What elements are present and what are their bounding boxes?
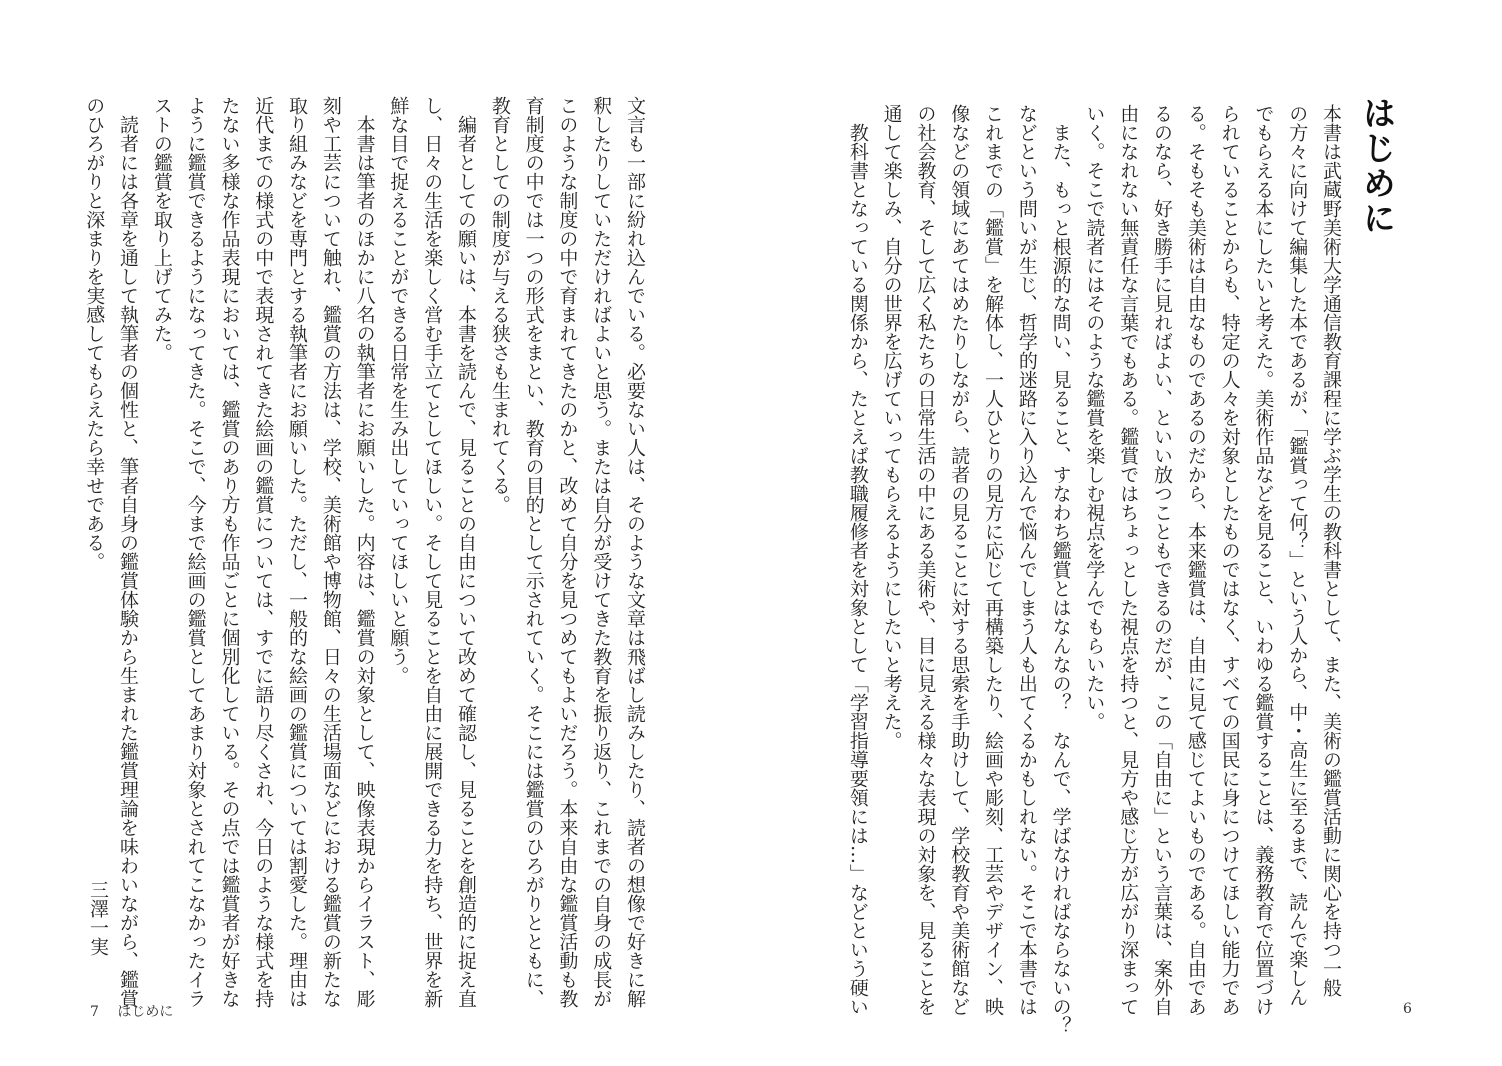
text-line: ように鑑賞できるようになってきた。そこで、今まで絵画の鑑賞としてあまり対象とされてこなかったイラ	[184, 96, 207, 1008]
text-line: 編者としての願いは、本書を読んで、見ることの自由について改めて確認し、見ることを創造的に捉え直	[455, 96, 478, 1008]
right-page	[751, 0, 1502, 1066]
text-line: のひろがりと深まりを実感してもらえたら幸せである。	[83, 96, 106, 571]
page-number-right: 6	[1403, 1001, 1412, 1017]
text-line: 近代までの様式の中で表現されてきた絵画の鑑賞については、すでに語り尽くされ、今日のような様式を持	[252, 96, 275, 1008]
page-number-left: 7	[90, 1004, 99, 1020]
text-line: また、もっと根源的な問い、見ること、すなわち鑑賞とはなんなの？ なんで、学ばなければならないの？	[1049, 104, 1072, 1035]
text-line: るのなら、好き勝手に見ればよい、といい放つこともできるのだが、この「自由に」という言葉は、案外自	[1151, 104, 1174, 1016]
text-line: られていることからも、特定の人々を対象としたものではなく、すべての国民に身につけてほしい能力であ	[1218, 104, 1241, 1016]
text-line: 通して楽しみ、自分の世界を広げていってもらえるようにしたいと考えた。	[880, 104, 903, 750]
text-line: 像などの領域にあてはめたりしながら、読者の見ることに対する思索を手助けして、学校教育や美術館など	[948, 104, 971, 1016]
text-line: などという問いが生じ、哲学的迷路に入り込んで悩んでしまう人も出てくるかもしれない。そこで本書では	[1015, 104, 1038, 1016]
text-line: ストの鑑賞を取り上げてみた。	[150, 96, 173, 362]
text-line: の方々に向けて編集した本であるが、「鑑賞って何？」という人から、中・高生に至るまで、読んで楽しん	[1286, 104, 1309, 1007]
text-line: 刻や工芸について触れ、鑑賞の方法は、学校、美術館や博物館、日々の生活場面などにおける鑑賞の新たな	[319, 96, 342, 1008]
left-body-text	[76, 96, 651, 1008]
author-name: 三澤一実	[87, 880, 109, 956]
text-line: 釈したりしていただければよいと思う。または自分が受けてきた教育を振り返り、これまでの自身の成長が	[590, 96, 613, 1008]
text-line: 鮮な目で捉えることができる日常を生み出していってほしいと願う。	[387, 96, 410, 685]
page-heading: はじめに	[1358, 96, 1397, 236]
text-line: 由になれない無責任な言葉でもある。鑑賞ではちょっとした視点を持つと、見方や感じ方が広がり深まって	[1117, 104, 1140, 1016]
right-body-text	[840, 104, 1347, 1035]
text-line: 教科書となっている関係から、たとえば教職履修者を対象として「学習指導要領には…」などという硬い	[846, 104, 869, 1016]
text-line: これまでの「鑑賞」を解体し、一人ひとりの見方に応じて再構築したり、絵画や彫刻、工芸やデザイン、映	[982, 104, 1005, 1016]
text-line: でもらえる本にしたいと考えた。美術作品などを見ること、いわゆる鑑賞することは、義務教育で位置づけ	[1252, 104, 1275, 1016]
text-line: 取り組みなどを専門とする執筆者にお願いした。ただし、一般的な絵画の鑑賞については割愛した。理由は	[286, 96, 309, 1008]
text-line: の社会教育、そして広く私たちの日常生活の中にある美術や、目に見える様々な表現の対象を、見ることを	[914, 104, 937, 1016]
text-line: 育制度の中では一つの形式をまとい、教育の目的として示されていく。そこには鑑賞のひろがりとともに、	[522, 96, 545, 1008]
text-line: 教育としての制度が与える狭さも生まれてくる。	[488, 96, 511, 514]
running-footer	[90, 1001, 173, 1021]
text-line: る。そもそも美術は自由なものであるのだから、本来鑑賞は、自由に見て感じてよいものである。自由であ	[1184, 104, 1207, 1016]
running-title: はじめに	[117, 1004, 174, 1020]
text-line: このような制度の中で育まれてきたのかと、改めて自分を見つめてもよいだろう。本来自由な鑑賞活動も教	[556, 96, 579, 1008]
text-line: 本書は武蔵野美術大学通信教育課程に学ぶ学生の教科書として、また、美術の鑑賞活動に関心を持つ一般	[1320, 104, 1342, 997]
text-line: し、日々の生活を楽しく営む手立てとしてほしい。そして見ることを自由に展開できる力を持ち、世界を新	[421, 96, 444, 1008]
text-line: 文言も一部に紛れ込んでいる。必要ない人は、そのような文章は飛ばし読みしたり、読者の想像で好きに解	[624, 96, 646, 1008]
text-line: 読者には各章を通して執筆者の個性と、筆者自身の鑑賞体験から生まれた鑑賞理論を味わいながら、鑑賞	[117, 96, 140, 1008]
text-line: たない多様な作品表現においては、鑑賞のあり方も作品ごとに個別化している。その点では鑑賞者が好きな	[218, 96, 241, 1008]
text-line: いく。そこで読者にはそのような鑑賞を楽しむ視点を学んでもらいたい。	[1083, 104, 1106, 731]
text-line: 本書は筆者のほかに八名の執筆者にお願いした。内容は、鑑賞の対象として、映像表現からイラスト、彫	[353, 96, 376, 1008]
